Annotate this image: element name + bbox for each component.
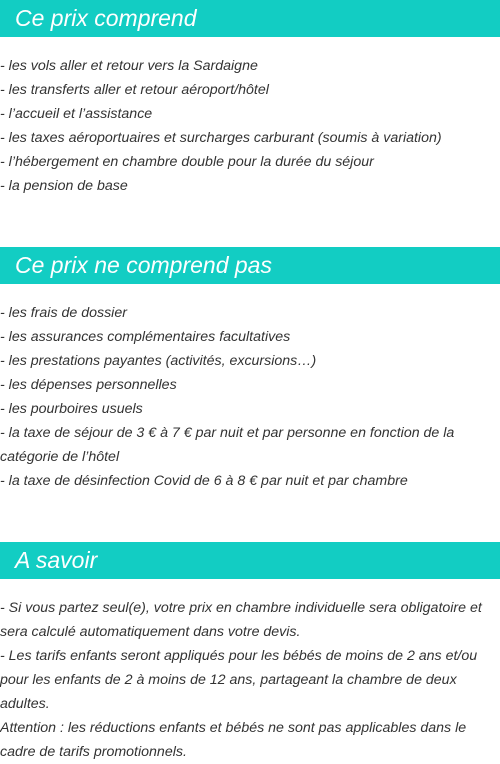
list-item: Attention : les réductions enfants et bébés ne sont pas applicables dans le cadre de tarifs promotionnels. [0, 720, 467, 760]
list-item: - l’accueil et l’assistance [0, 106, 153, 122]
section-price-excludes [0, 247, 500, 493]
list-item: - les transferts aller et retour aéroport/hôtel [0, 82, 269, 98]
section-title: Ce prix comprend [0, 0, 500, 37]
list-item: - Les tarifs enfants seront appliqués pour les bébés de moins de 2 ans et/ou pour les enfants de 2 à moins de 12 ans, partageant la chambre de deux adultes. [0, 648, 478, 712]
list-item: - la taxe de séjour de 3 € à 7 € par nuit et par personne en fonction de la catégorie de l’hôtel [0, 425, 455, 465]
section-title: A savoir [0, 542, 500, 579]
list-item: - les frais de dossier [0, 305, 127, 321]
excluded-list [0, 301, 500, 493]
list-item: - la taxe de désinfection Covid de 6 à 8 € par nuit et par chambre [0, 473, 408, 489]
section-good-to-know [0, 542, 500, 764]
list-item: - les assurances complémentaires facultatives [0, 329, 291, 345]
list-item: - les pourboires usuels [0, 401, 143, 417]
list-item: - l’hébergement en chambre double pour la durée du séjour [0, 154, 374, 170]
included-list [0, 54, 500, 198]
info-list [0, 596, 500, 764]
list-item: - les vols aller et retour vers la Sardaigne [0, 58, 258, 74]
list-item: - les dépenses personnelles [0, 377, 177, 393]
list-item: - la pension de base [0, 178, 128, 194]
section-title: Ce prix ne comprend pas [0, 247, 500, 284]
section-price-includes [0, 0, 500, 198]
list-item: - les prestations payantes (activités, excursions…) [0, 353, 317, 369]
list-item: - Si vous partez seul(e), votre prix en chambre individuelle sera obligatoire et sera calculé automatiquement dans votre devis. [0, 600, 482, 640]
list-item: - les taxes aéroportuaires et surcharges carburant (soumis à variation) [0, 130, 442, 146]
